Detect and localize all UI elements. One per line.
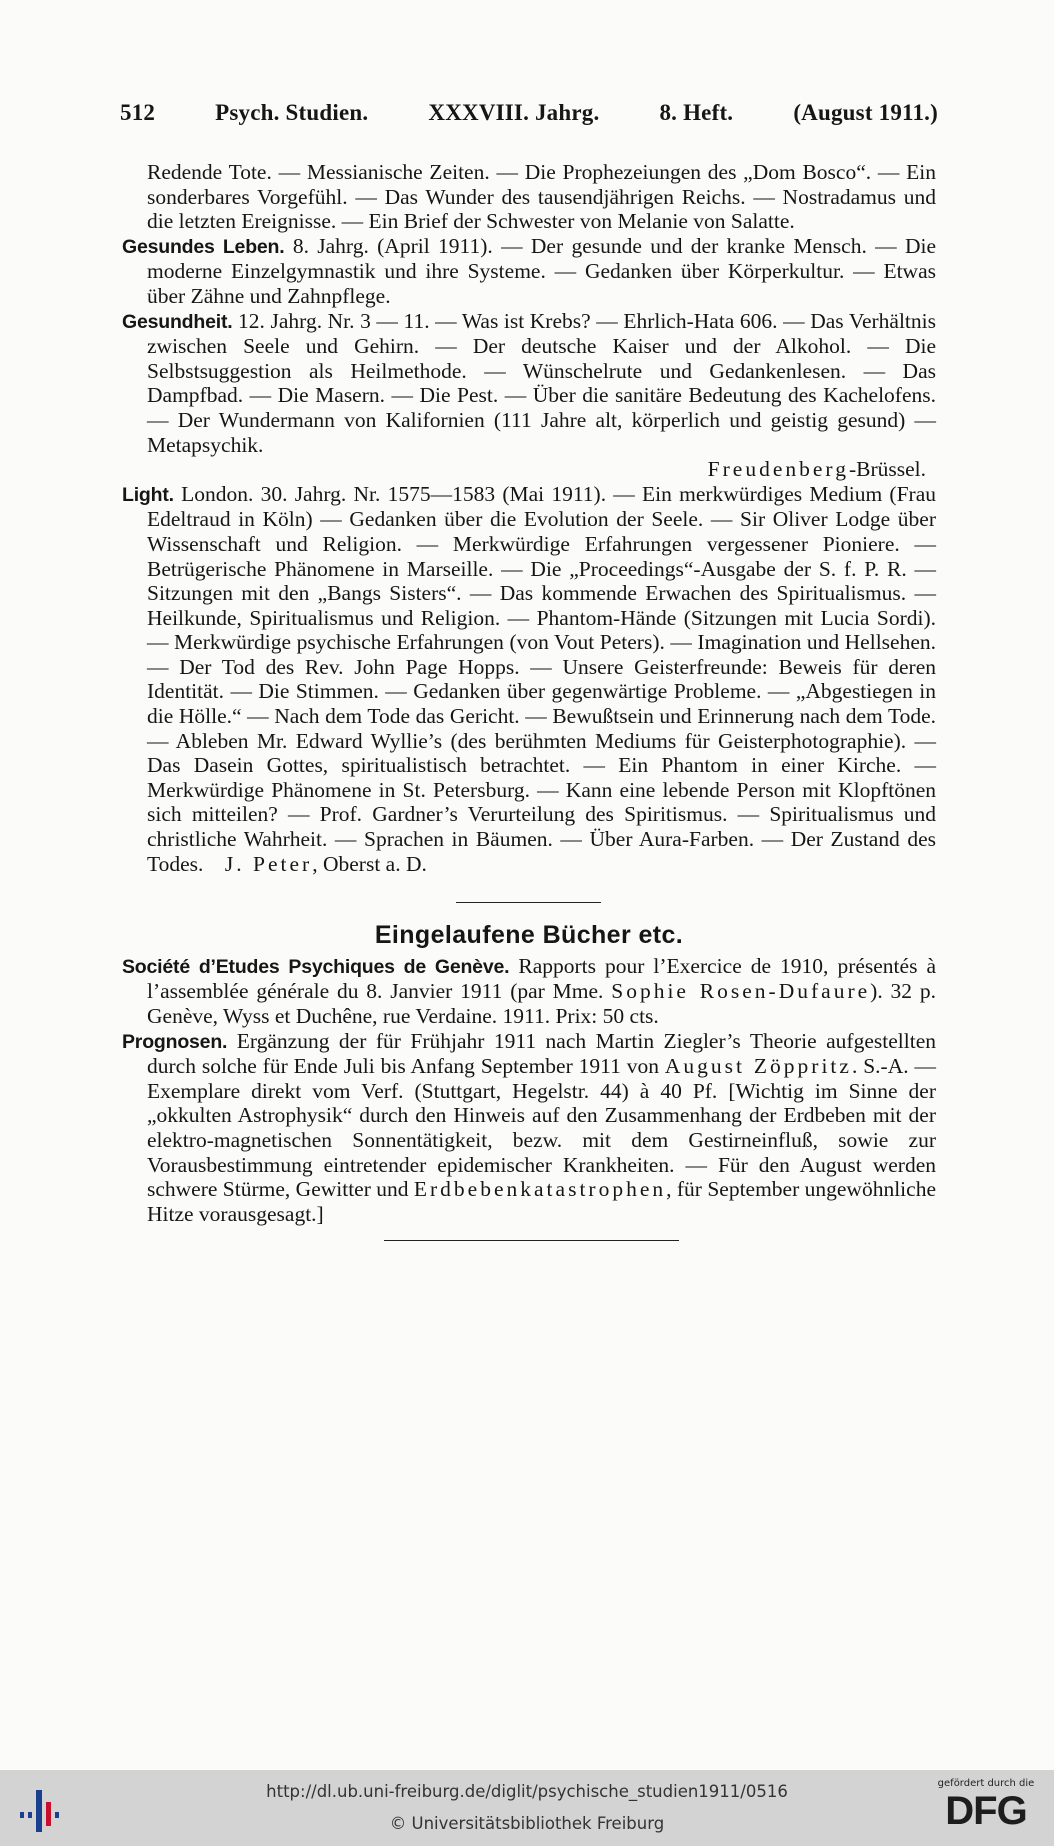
section-title: Eingelaufene Bücher etc. [374,921,684,950]
entry-heading: Prognosen. [122,1030,228,1053]
issue-date: (August 1911.) [793,100,938,125]
author-name: Sophie Rosen-Dufaure [611,979,871,1004]
end-divider [384,1240,679,1241]
volume: XXXVIII. Jahrg. [428,100,600,125]
sponsor-text: gefördert durch die [937,1778,1035,1789]
page-content [122,160,936,1241]
entry-text: London. 30. Jahrg. Nr. 1575—1583 (Mai 1911). — Ein merkwürdiges Medium (Frau Edeltraud in Köln) — Gedanken über die Evolution der Seele. — Sir Oliver Lodge über Wissenschaft und Religion. — Merkwürdige Erfahrungen vergessener Pioniere. — Betrügerische Phänomene in Marseille. — Die „Proceedings“-Ausgabe der S. f. P. R. — Sitzungen mit den „Bangs Sisters“. — Das kommende Erwachen des Spiritualismus. — Heilkunde, Spiritualismus und Religion. — Phantom-Hände (Sitzungen mit Lucia Sordi). — Merkwürdige psychische Erfahrungen (von Vout Peters). — Imagination und Hellsehen. — Der Tod des Rev. John Page Hopps. — Unsere Geisterfreunde: Beweis für deren Identität. — Die Stimmen. — Gedanken über gegenwärtige Probleme. — „Abgestiegen in die Hölle.“ — Nach dem Tode das Gericht. — Bewußtsein und Erinnerung nach dem Tode. — Ableben Mr. Edward Wyllie’s (des berühmten Mediums für Geisterphotographie). — Das Dasein Gottes, spiritualistisch betrachtet. — Ein Phantom in einer Kirche. — Merkwürdige Phänomene in St. Petersburg. — Kann eine lebende Person mit Klopftönen sich mitteilen? — Prof. Gardner’s Verurteilung des Spiritismus. — Spiritualismus und christliche Wahrheit. — Sprachen in Bäumen. — Über Aura-Farben. — Der Zustand des Todes. [147,481,936,876]
journal-title: Psych. Studien. [215,100,369,125]
entry-heading: Light. [122,483,174,506]
reviewer-rank: , Oberst a. D. [312,851,427,876]
entry-text: Rapports pour l’Exercice de 1910, présentés à l’assemblée générale du 8. Janvier 1911 (par Mme. [147,953,936,1004]
copyright-notice: © Universitätsbibliothek Freiburg [389,1814,665,1833]
entry-geneve [122,954,936,1029]
entry-text: , für September ungewöhnliche Hitze vorausgesagt.] [147,1177,936,1226]
entry-light [122,482,936,877]
entry-text: 12. Jahrg. Nr. 3 — 11. — Was ist Krebs? — Ehrlich-Hata 606. — Das Verhältnis zwischen Seele und Gehirn. — Der deutsche Kaiser und der Alkohol. — Die Selbstsuggestion als Heilmethode. — Wünschelrute und Gedankenlesen. — Das Dampfbad. — Die Masern. — Die Pest. — Über die sanitäre Bedeutung des Kachelofens. — Der Wundermann von Kalifornien (111 Jahre alt, körperlich und geistig gesund) — Metapsychik. [147,308,936,457]
reviewer-name: Freudenberg [707,457,849,482]
permalink[interactable]: http://dl.ub.uni-freiburg.de/diglit/psychische_studien1911/0516 [266,1782,788,1801]
page-number: 512 [120,100,156,125]
emphasized-term: Erdbebenkatastrophen [413,1177,667,1202]
entry-heading: Gesundes Leben. [122,235,285,258]
entry-text: ). 32 p. Genève, Wyss et Duchêne, rue Verdaine. 1911. Prix: 50 cts. [147,979,936,1028]
dfg-logo-icon [930,1776,1042,1842]
running-header [120,100,938,126]
entry-text: . S.-A. — Exemplare direkt vom Verf. (Stuttgart, Hegelstr. 44) à 40 Pf. [Wichtig im Sinne der „okkulten Astrophysik“ durch den Hinweis auf den Zusammenhang der Erdbeben mit der elektro-magnetischen Sonnentätigkeit, bezw. mit dem Gestirneinfluß, sowie zur Vorausbestimmung eintretender epidemischer Krankheiten. — Für den August werden schwere Stürme, Gewitter und [147,1054,936,1202]
reviewer-place: -Brüssel. [848,457,926,482]
reviewer-signature [122,457,936,482]
issue: 8. Heft. [659,100,734,125]
entry-heading: Société d’Etudes Psychiques de Genève. [122,955,510,978]
reviewer-name: J. Peter [224,851,313,876]
entry-text: Ergänzung der für Frühjahr 1911 nach Martin Ziegler’s Theorie aufgestellten durch solche für Ende Juli bis Anfang September 1911 von [147,1028,936,1079]
author-name: August Zöppritz [664,1054,852,1079]
viewer-footer [0,1770,1054,1846]
entry-prognosen [122,1029,936,1227]
entry-text: 8. Jahrg. (April 1911). — Der gesunde und der kranke Mensch. — Die moderne Einzelgymnastik und ihre Systeme. — Gedanken über Körperkultur. — Etwas über Zähne und Zahnpflege. [147,233,937,308]
continued-entry: Redende Tote. — Messianische Zeiten. — Die Prophezeiungen des „Dom Bosco“. — Ein sonderbares Vorgefühl. — Das Wunder des tausendjährigen Reichs. — Nostradamus und die letzten Ereignisse. — Ein Brief der Schwester von Melanie von Salatte. [147,160,936,234]
entry-heading: Gesundheit. [122,310,233,333]
entry-gesundes-leben [122,234,936,309]
entry-gesundheit [122,309,936,458]
section-divider [456,902,601,903]
dfg-wordmark: DFG [945,1789,1027,1833]
